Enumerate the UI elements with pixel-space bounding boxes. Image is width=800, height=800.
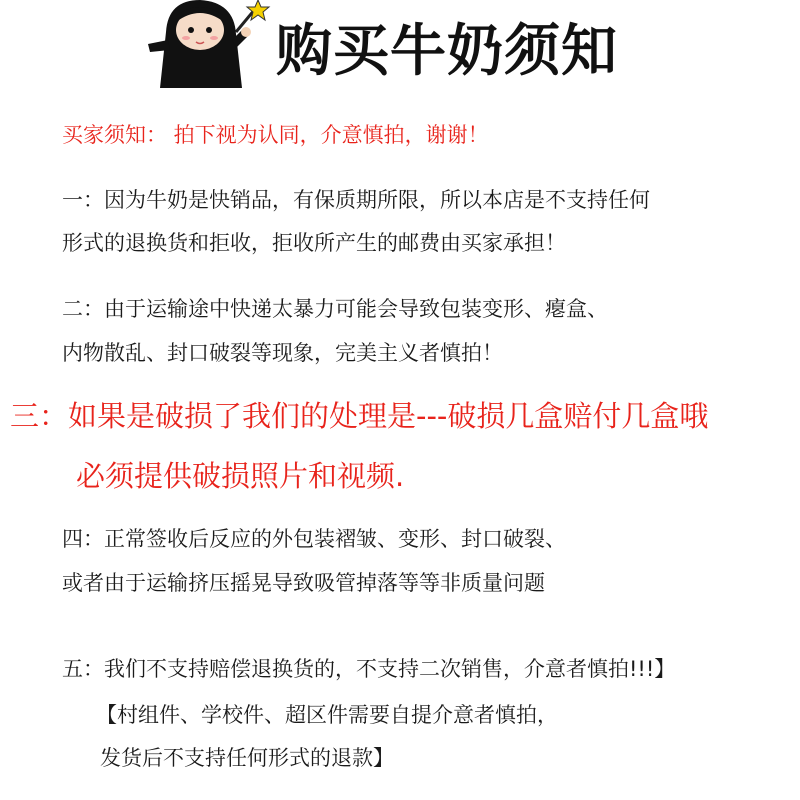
section-3-line-2: 必须提供破损照片和视频. — [76, 459, 405, 493]
section-2-line-1: 二：由于运输途中快递太暴力可能会导致包装变形、瘪盒、 — [62, 297, 608, 321]
mascot-witch-icon — [138, 0, 278, 88]
page-title: 购买牛奶须知 — [276, 19, 618, 84]
section-5-line-1: 五：我们不支持赔偿退换货的，不支持二次销售，介意者慎拍!!!】 — [62, 657, 676, 681]
section-4-line-1: 四：正常签收后反应的外包装褶皱、变形、封口破裂、 — [62, 527, 566, 551]
section-1-line-1: 一：因为牛奶是快销品，有保质期所限，所以本店是不支持任何 — [62, 188, 650, 212]
section-1-line-2: 形式的退换货和拒收，拒收所产生的邮费由买家承担！ — [62, 231, 566, 255]
buyer-notice: 买家须知： 拍下视为认同，介意慎拍，谢谢！ — [62, 123, 489, 147]
section-3-line-1: 三：如果是破损了我们的处理是---破损几盒赔付几盒哦 — [10, 399, 709, 433]
section-2-line-2: 内物散乱、封口破裂等现象，完美主义者慎拍！ — [62, 341, 503, 365]
section-5-line-2: 【村组件、学校件、超区件需要自提介意者慎拍， — [96, 703, 558, 727]
section-5-line-3: 发货后不支持任何形式的退款】 — [100, 746, 394, 770]
section-4-line-2: 或者由于运输挤压摇晃导致吸管掉落等等非质量问题 — [62, 571, 545, 595]
